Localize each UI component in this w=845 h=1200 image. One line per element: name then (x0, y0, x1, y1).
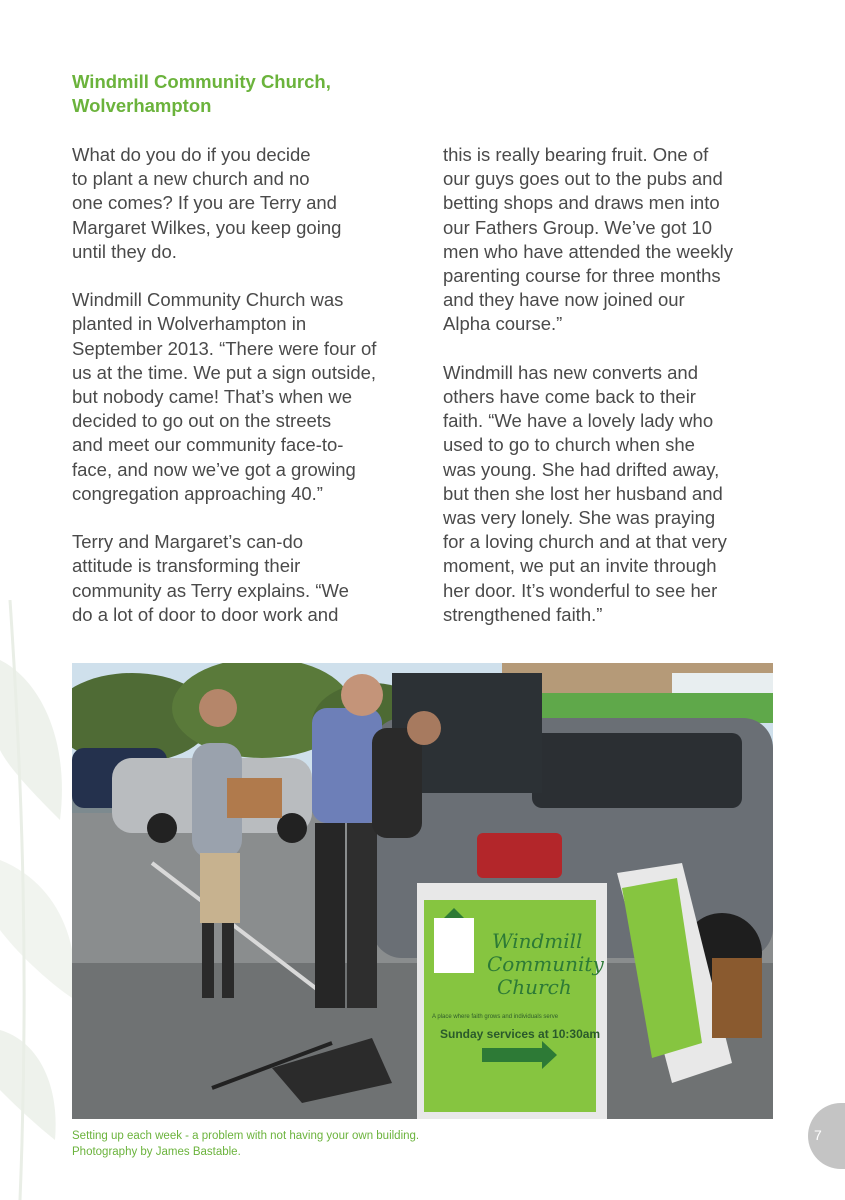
article-heading (72, 70, 402, 118)
caption-line-2: Photography by James Bastable. (72, 1146, 241, 1158)
caption-line-1: Setting up each week - a problem with not having your own building. (72, 1130, 420, 1142)
left-column (72, 143, 417, 651)
church-setup-photo (72, 663, 773, 1119)
paragraph: What do you do if you decide to plant a new church and no one comes? If you are Terry and Margaret Wilkes, you keep going until they do. (72, 144, 342, 262)
paragraph: Terry and Margaret’s can-do attitude is transforming their community as Terry explains. “We do a lot of door to door work and (72, 531, 349, 625)
sign-name-line-3: Church (497, 975, 572, 999)
sign-name-line-2: Community (487, 952, 604, 976)
photo-caption (72, 1128, 672, 1160)
sign-name-line-1: Windmill (492, 929, 583, 953)
sign-tagline: A place where faith grows and individuals serve (432, 1014, 559, 1020)
paragraph: this is really bearing fruit. One of our guys goes out to the pubs and betting shops and draws men into our Fathers Group. We’ve got 10 men who have attended the weekly parenting course for three months and they have now joined our Alpha course.” (443, 144, 734, 335)
heading-line-2: Wolverhampton (72, 95, 212, 116)
right-column (443, 143, 788, 651)
paragraph: Windmill Community Church was planted in Wolverhampton in September 2013. “There were four of us at the time. We put a sign outside, but nobody came! That’s when we decided to go out on the streets and meet our community face-to- face, and now we’ve got a growing congregation approaching 40.” (72, 289, 377, 504)
paragraph: Windmill has new converts and others have come back to their faith. “We have a lovely lady who used to go to church when she was young. She had drifted away, but then she lost her husband and was very lonely. She was praying for a loving church and at that very moment, we put an invite through her door. It’s wonderful to see her strengthened faith.” (443, 361, 727, 625)
page-number: 7 (814, 1127, 822, 1143)
heading-line-1: Windmill Community Church, (72, 71, 331, 92)
sign-services: Sunday services at 10:30am (440, 1027, 601, 1041)
